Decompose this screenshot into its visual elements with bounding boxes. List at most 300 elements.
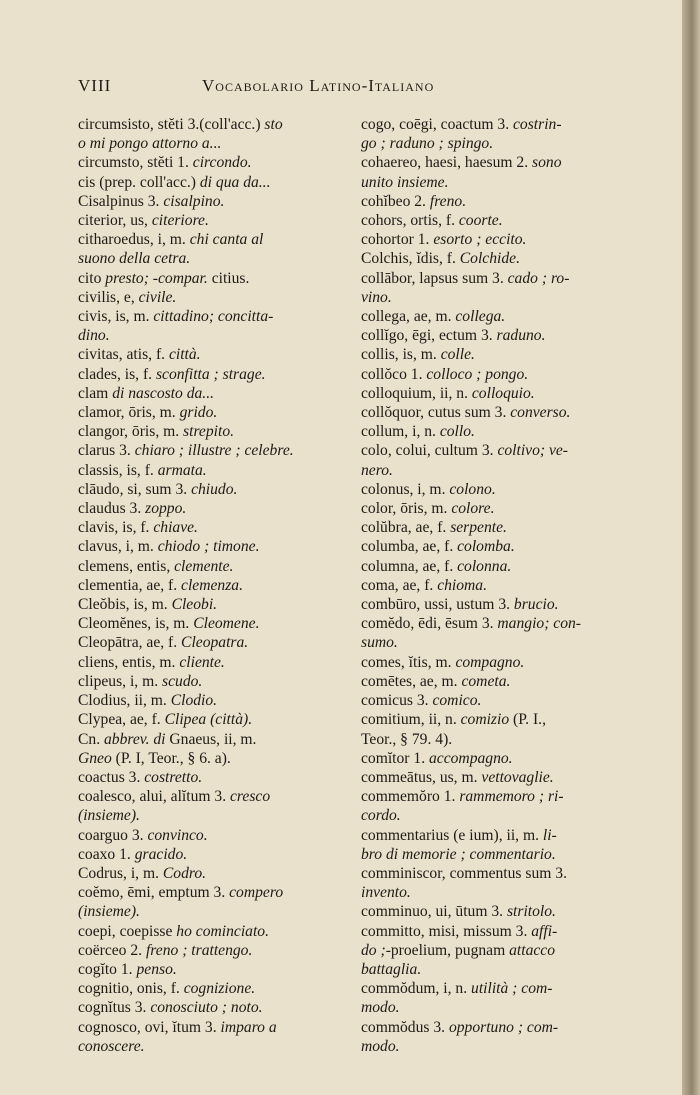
entry-line <box>361 422 653 441</box>
entry-line <box>78 614 360 633</box>
dictionary-entry <box>78 614 360 633</box>
dictionary-entry <box>361 384 653 403</box>
entry-line <box>361 749 653 768</box>
entry-line <box>361 384 653 403</box>
entry-translation: modo. <box>361 1037 400 1055</box>
entry-headword: comētes, ae, m. <box>361 672 462 690</box>
entry-line <box>78 557 360 576</box>
entry-headword: Cn. <box>78 730 104 748</box>
entry-line <box>361 365 653 384</box>
dictionary-entry <box>361 345 653 364</box>
entry-headword: Codrus, i, m. <box>78 864 163 882</box>
entry-headword: comicus 3. <box>361 692 433 710</box>
entry-headword: columba, ae, f. <box>361 538 458 556</box>
entry-translation: colore. <box>451 500 495 518</box>
entry-line <box>78 576 360 595</box>
dictionary-entry <box>361 537 653 556</box>
entry-headword: clam <box>78 384 113 402</box>
entry-translation: coltivo; ve- <box>497 442 568 460</box>
entry-line <box>78 768 360 787</box>
dictionary-entry <box>361 211 653 230</box>
entry-headword: collĭgo, ēgi, ectum 3. <box>361 327 497 345</box>
entry-line <box>78 749 360 768</box>
entry-headword: coactus 3. <box>78 768 145 786</box>
entry-line <box>78 537 360 556</box>
entry-translation: Codro. <box>162 864 207 882</box>
entry-headword: coĕmo, ēmi, emptum 3. <box>78 884 230 902</box>
running-title: Vocabolario Latino-Italiano <box>202 76 435 95</box>
entry-translation: cisalpino. <box>163 192 225 210</box>
entry-line <box>78 1018 360 1037</box>
entry-translation: imparo a <box>220 1018 277 1036</box>
entry-translation: modo. <box>361 999 400 1017</box>
entry-line <box>78 960 360 979</box>
entry-translation: cresco <box>230 788 271 806</box>
entry-line <box>78 922 360 941</box>
entry-line <box>78 134 360 153</box>
entry-line <box>361 441 653 460</box>
entry-translation: Colchide. <box>459 250 520 268</box>
entry-headword: citius. <box>207 269 250 287</box>
entry-headword: civilis, e, <box>78 288 139 306</box>
dictionary-entry <box>78 288 360 307</box>
entry-line <box>361 787 653 806</box>
entry-line <box>78 1037 360 1056</box>
entry-line <box>78 826 360 845</box>
entry-translation: sono <box>532 154 562 172</box>
entry-headword: Gnaeus, ii, m. <box>165 730 257 748</box>
entry-translation: chiodo ; timone. <box>157 538 260 556</box>
entry-translation: cittadino; concitta- <box>153 308 274 326</box>
entry-headword: comĕdo, ēdi, ēsum 3. <box>361 615 498 633</box>
entry-headword: color, ōris, m. <box>361 500 452 518</box>
entry-line <box>361 173 653 192</box>
entry-headword: clemens, entis, <box>78 557 175 575</box>
dictionary-entry <box>361 153 653 191</box>
entry-translation: città. <box>168 346 201 364</box>
entry-line <box>361 518 653 537</box>
entry-line <box>78 480 360 499</box>
dictionary-entry <box>78 499 360 518</box>
entry-headword: coaxo 1. <box>78 845 135 863</box>
entry-line <box>78 365 360 384</box>
dictionary-entry <box>361 307 653 326</box>
entry-line <box>361 134 653 153</box>
entry-headword: coalesco, alui, alĭtum 3. <box>78 788 230 806</box>
entry-headword: cohĭbeo 2. <box>361 192 430 210</box>
entry-headword: cliens, entis, m. <box>78 653 180 671</box>
dictionary-entry <box>361 710 653 748</box>
entry-headword: circumsto, stĕti 1. <box>78 154 193 172</box>
entry-line <box>361 1037 653 1056</box>
entry-line <box>361 902 653 921</box>
entry-headword: commentarius (e ium), ii, m. <box>361 826 543 844</box>
dictionary-entry <box>361 614 653 652</box>
entry-translation: chiave. <box>153 519 198 537</box>
entry-headword: classis, is, f. <box>78 461 158 479</box>
entry-line <box>78 518 360 537</box>
entry-headword: collābor, lapsus sum 3. <box>361 269 508 287</box>
entry-translation: attacco <box>509 941 556 959</box>
entry-translation: Clodio. <box>170 692 218 710</box>
dictionary-entry <box>361 441 653 479</box>
entry-headword: clavis, is, f. <box>78 519 154 537</box>
entry-translation: (insieme). <box>78 903 140 921</box>
page-gutter <box>682 0 700 1095</box>
entry-headword: civis, is, m. <box>78 308 154 326</box>
dictionary-entry <box>78 979 360 998</box>
entry-line <box>361 883 653 902</box>
entry-translation: sto <box>264 116 283 133</box>
dictionary-entry <box>78 691 360 710</box>
dictionary-entry <box>78 845 360 864</box>
entry-translation: di nascosto da... <box>112 384 214 402</box>
entry-translation: chioma. <box>437 576 488 594</box>
entry-translation: cognizione. <box>183 980 256 998</box>
dictionary-entry <box>361 480 653 499</box>
entry-line <box>361 633 653 652</box>
entry-translation: armata. <box>157 461 207 479</box>
dictionary-entry <box>361 595 653 614</box>
entry-line <box>361 595 653 614</box>
entry-line <box>361 537 653 556</box>
entry-line <box>78 115 360 134</box>
entry-translation: di qua da... <box>199 173 271 191</box>
entry-translation: utilità ; com- <box>471 980 553 998</box>
entry-translation: unito insieme. <box>361 173 449 191</box>
dictionary-entry <box>361 979 653 1017</box>
entry-headword: cognitio, onis, f. <box>78 980 184 998</box>
entry-translation: grido. <box>179 404 218 422</box>
entry-line <box>78 845 360 864</box>
entry-line <box>78 672 360 691</box>
dictionary-entry <box>361 230 653 249</box>
dictionary-entry <box>361 653 653 672</box>
dictionary-entry <box>361 787 653 825</box>
entry-translation: (insieme). <box>78 807 140 825</box>
entry-translation: zoppo. <box>145 500 187 518</box>
entry-translation: presto; -compar. <box>105 269 208 287</box>
dictionary-entry <box>361 922 653 980</box>
entry-translation: colle. <box>440 346 475 364</box>
entry-line <box>361 230 653 249</box>
entry-line <box>361 768 653 787</box>
entry-translation: circondo. <box>192 154 252 172</box>
dictionary-entry <box>361 192 653 211</box>
entry-translation: chi canta al <box>189 231 264 249</box>
entry-line <box>78 633 360 652</box>
entry-headword: Clypea, ae, f. <box>78 711 165 729</box>
entry-translation: do ; <box>361 941 386 959</box>
entry-line <box>361 403 653 422</box>
entry-line <box>361 960 653 979</box>
dictionary-entry <box>78 1018 360 1056</box>
entry-line <box>78 902 360 921</box>
entry-translation: coorte. <box>458 212 503 230</box>
entry-translation: penso. <box>136 960 177 978</box>
dictionary-entry <box>361 672 653 691</box>
dictionary-entry <box>78 211 360 230</box>
entry-translation: clemenza. <box>181 576 243 594</box>
entry-headword: coepi, coepisse <box>78 922 177 940</box>
entry-line <box>78 653 360 672</box>
entry-headword: collega, ae, m. <box>361 308 456 326</box>
entry-line <box>78 883 360 902</box>
entry-headword: Colchis, ĭdis, f. <box>361 250 460 268</box>
entry-line <box>361 691 653 710</box>
entry-headword: civitas, atis, f. <box>78 346 169 364</box>
dictionary-entry <box>78 576 360 595</box>
entry-line <box>361 499 653 518</box>
entry-headword: commeātus, us, m. <box>361 768 482 786</box>
entry-translation: esorto ; eccito. <box>433 231 527 249</box>
entry-headword: cogo, coēgi, coactum 3. <box>361 116 513 133</box>
entry-translation: cliente. <box>179 653 225 671</box>
entry-line <box>78 979 360 998</box>
entry-line <box>78 461 360 480</box>
dictionary-entry <box>361 115 653 153</box>
entry-headword: cis (prep. coll'acc.) <box>78 173 200 191</box>
entry-line <box>78 422 360 441</box>
entry-line <box>361 672 653 691</box>
entry-headword: clementia, ae, f. <box>78 576 182 594</box>
entry-translation: colloquio. <box>471 384 535 402</box>
entry-line <box>361 730 653 749</box>
page-header <box>78 76 648 98</box>
entry-line <box>361 710 653 729</box>
dictionary-entry <box>78 345 360 364</box>
entry-translation: accompagno. <box>429 749 513 767</box>
dictionary-entry <box>361 269 653 307</box>
entry-line <box>361 192 653 211</box>
dictionary-entry <box>361 499 653 518</box>
entry-headword: collŏquor, cutus sum 3. <box>361 404 511 422</box>
entry-translation: li- <box>542 826 557 844</box>
entry-translation: nero. <box>361 461 393 479</box>
dictionary-entry <box>78 941 360 960</box>
entry-line <box>361 614 653 633</box>
entry-line <box>78 288 360 307</box>
entry-line <box>78 230 360 249</box>
entry-translation: compagno. <box>455 653 525 671</box>
entry-headword: comminiscor, commentus sum 3. <box>361 864 567 882</box>
entry-headword: coarguo 3. <box>78 826 148 844</box>
page-number: VIII <box>78 76 112 95</box>
entry-headword: Clodius, ii, m. <box>78 692 171 710</box>
dictionary-entry <box>78 537 360 556</box>
entry-line <box>361 326 653 345</box>
entry-headword: citerior, us, <box>78 212 152 230</box>
dictionary-entry <box>78 173 360 192</box>
dictionary-entry <box>78 115 360 153</box>
entry-headword: Teor., § 79. 4). <box>361 730 453 748</box>
entry-headword: claudus 3. <box>78 500 146 518</box>
entry-line <box>78 403 360 422</box>
right-column <box>361 115 653 1056</box>
dictionary-entry <box>361 826 653 864</box>
entry-translation: Cleomene. <box>193 615 260 633</box>
entry-line <box>361 211 653 230</box>
entry-translation: cado ; ro- <box>507 269 570 287</box>
entry-line <box>361 1018 653 1037</box>
entry-translation: comizio <box>460 711 510 729</box>
dictionary-entry <box>78 960 360 979</box>
entry-line <box>78 710 360 729</box>
left-column <box>78 115 360 1056</box>
entry-translation: colloco ; pongo. <box>426 365 529 383</box>
entry-headword: clāudo, si, sum 3. <box>78 480 192 498</box>
entry-line <box>78 441 360 460</box>
entry-translation: colono. <box>449 480 496 498</box>
entry-translation: serpente. <box>450 519 507 537</box>
dictionary-entry <box>78 441 360 460</box>
entry-translation: costrin- <box>513 116 562 133</box>
dictionary-entry <box>78 633 360 652</box>
dictionary-entry <box>78 710 360 729</box>
entry-line <box>361 998 653 1017</box>
entry-line <box>78 326 360 345</box>
entry-translation: scudo. <box>162 672 203 690</box>
entry-line <box>78 595 360 614</box>
entry-headword: comminuo, ui, ūtum 3. <box>361 903 507 921</box>
entry-line <box>78 249 360 268</box>
entry-line <box>361 941 653 960</box>
entry-line <box>78 941 360 960</box>
entry-line <box>361 806 653 825</box>
entry-headword: Cleomĕnes, is, m. <box>78 615 194 633</box>
entry-headword: combūro, ussi, ustum 3. <box>361 596 514 614</box>
entry-headword: clades, is, f. <box>78 365 156 383</box>
dictionary-entry <box>78 557 360 576</box>
entry-headword: cohortor 1. <box>361 231 434 249</box>
dictionary-entry <box>361 422 653 441</box>
entry-translation: mangio; con- <box>497 615 582 633</box>
dictionary-entry <box>361 864 653 902</box>
entry-translation: colonna. <box>457 557 512 575</box>
dictionary-entry <box>78 883 360 921</box>
entry-line <box>78 499 360 518</box>
entry-headword: Cisalpinus 3. <box>78 192 164 210</box>
dictionary-entry <box>78 230 360 268</box>
entry-translation: sconfitta ; strage. <box>155 365 266 383</box>
entry-translation: Gneo <box>78 749 112 767</box>
entry-translation: opportuno ; com- <box>448 1018 559 1036</box>
entry-translation: vino. <box>361 288 392 306</box>
dictionary-entry <box>361 326 653 345</box>
entry-line <box>361 307 653 326</box>
dictionary-entry <box>78 461 360 480</box>
entry-line <box>361 153 653 172</box>
entry-headword: comĭtor 1. <box>361 749 429 767</box>
entry-headword: clavus, i, m. <box>78 538 158 556</box>
dictionary-entry <box>78 922 360 941</box>
entry-line <box>78 787 360 806</box>
entry-line <box>78 269 360 288</box>
entry-translation: conoscere. <box>78 1037 145 1055</box>
entry-headword: cogĭto 1. <box>78 960 137 978</box>
dictionary-entry <box>361 249 653 268</box>
entry-translation: chiaro ; illustre ; celebre. <box>134 442 294 460</box>
entry-headword: colo, colui, cultum 3. <box>361 442 498 460</box>
entry-headword: colloquium, ii, n. <box>361 384 472 402</box>
entry-line <box>78 345 360 364</box>
entry-line <box>78 998 360 1017</box>
dictionary-entry <box>78 653 360 672</box>
dictionary-entry <box>78 864 360 883</box>
entry-translation: compero <box>229 884 284 902</box>
entry-translation: affi- <box>531 922 558 940</box>
entry-line <box>361 288 653 307</box>
entry-line <box>361 576 653 595</box>
dictionary-entry <box>78 384 360 403</box>
entry-headword: comes, ĭtis, m. <box>361 653 456 671</box>
dictionary-entry <box>361 902 653 921</box>
entry-line <box>361 979 653 998</box>
entry-line <box>361 269 653 288</box>
entry-line <box>78 864 360 883</box>
entry-translation: collo. <box>439 423 475 441</box>
entry-headword: clipeus, i, m. <box>78 672 163 690</box>
entry-translation: stritolo. <box>506 903 556 921</box>
entry-translation: chiudo. <box>191 480 238 498</box>
entry-translation: strepito. <box>183 423 235 441</box>
entry-headword: -proelium, pugnam <box>385 941 510 959</box>
entry-translation: costretto. <box>144 768 203 786</box>
entry-headword: cohaereo, haesi, haesum 2. <box>361 154 533 172</box>
entry-translation: Clipea (città). <box>164 711 253 729</box>
dictionary-entry <box>78 768 360 787</box>
entry-translation: battaglia. <box>361 960 422 978</box>
dictionary-entry <box>361 691 653 710</box>
entry-headword: coërceo 2. <box>78 941 146 959</box>
entry-headword: collŏco 1. <box>361 365 427 383</box>
entry-line <box>361 461 653 480</box>
entry-headword: clarus 3. <box>78 442 135 460</box>
entry-line <box>361 922 653 941</box>
dictionary-entry <box>361 403 653 422</box>
entry-line <box>361 115 653 134</box>
entry-translation: rammemoro ; ri- <box>459 788 564 806</box>
entry-headword: cognĭtus 3. <box>78 999 151 1017</box>
entry-headword: citharoedus, i, m. <box>78 231 190 249</box>
entry-line <box>78 173 360 192</box>
entry-headword: circumsisto, stĕti 3.(coll'acc.) <box>78 116 265 133</box>
entry-translation: gracido. <box>134 845 188 863</box>
dictionary-entry <box>78 403 360 422</box>
dictionary-entry <box>361 365 653 384</box>
entry-line <box>78 211 360 230</box>
entry-translation: convinco. <box>147 826 208 844</box>
entry-headword: cognosco, ovi, ĭtum 3. <box>78 1018 221 1036</box>
entry-headword: commŏdus 3. <box>361 1018 449 1036</box>
entry-line <box>361 845 653 864</box>
entry-headword: colonus, i, m. <box>361 480 450 498</box>
entry-headword: commemŏro 1. <box>361 788 460 806</box>
dictionary-entry <box>361 518 653 537</box>
entry-line <box>361 557 653 576</box>
entry-headword: (P. I, Teor., § 6. a). <box>111 749 231 767</box>
entry-headword: Cleŏbis, is, m. <box>78 596 172 614</box>
entry-headword: committo, misi, missum 3. <box>361 922 532 940</box>
dictionary-entry <box>78 365 360 384</box>
dictionary-entry <box>78 192 360 211</box>
dictionary-entry <box>361 1018 653 1056</box>
entry-line <box>361 864 653 883</box>
entry-headword: cohors, ortis, f. <box>361 212 459 230</box>
dictionary-entry <box>78 307 360 345</box>
entry-line <box>361 653 653 672</box>
entry-headword: (P. I., <box>509 711 546 729</box>
